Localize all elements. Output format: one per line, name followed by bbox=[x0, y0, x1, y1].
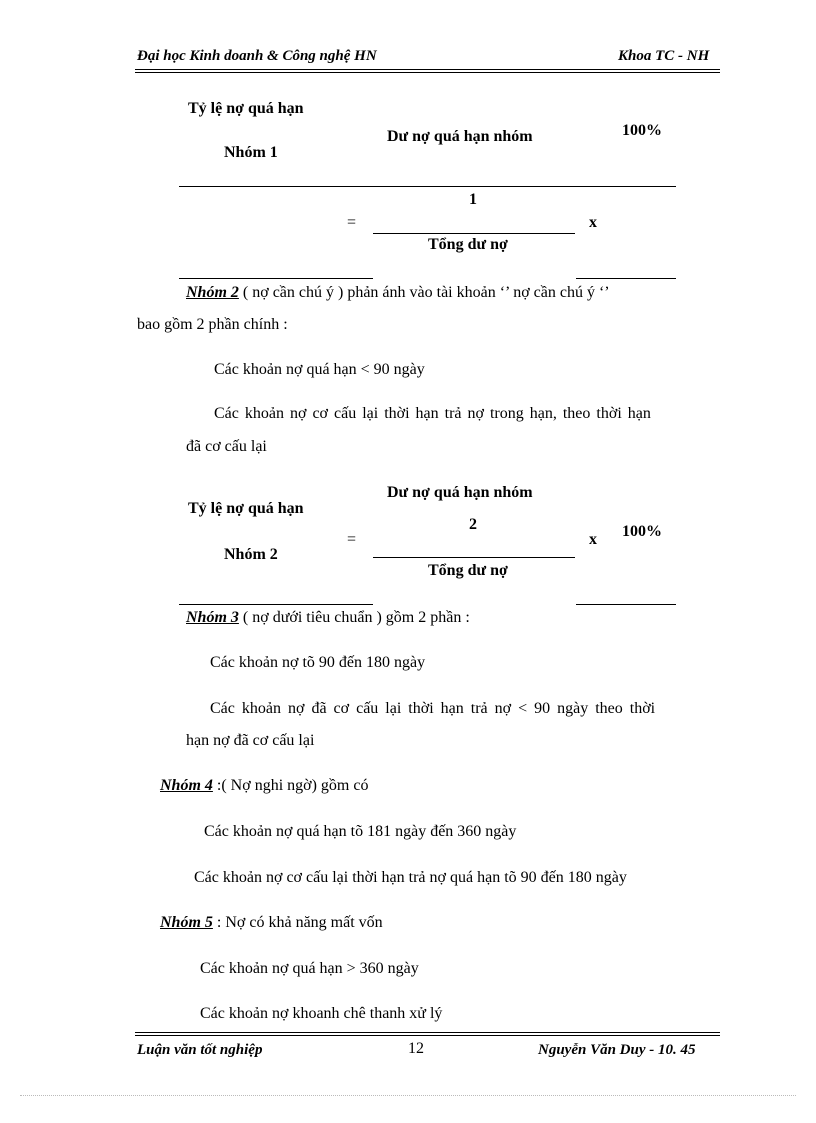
formula1-percent: 100% bbox=[622, 122, 662, 139]
group5-text: : Nợ có khả năng mất vốn bbox=[212, 914, 383, 931]
group5-item2: Các khoản nợ khoanh chê thanh xử lý bbox=[200, 1005, 443, 1022]
group2-item1: Các khoản nợ quá hạn < 90 ngày bbox=[214, 361, 425, 378]
formula1-numerator-group: 1 bbox=[469, 191, 477, 208]
group3-item1: Các khoản nợ tõ 90 đến 180 ngày bbox=[210, 654, 426, 671]
group4-paragraph bbox=[160, 777, 368, 795]
formula2-equals: = bbox=[347, 531, 357, 548]
group2-title: Nhóm 2 bbox=[186, 284, 239, 301]
group3-title: Nhóm 3 bbox=[186, 609, 239, 626]
formula1-label-line1: Tỷ lệ nợ quá hạn bbox=[188, 100, 304, 117]
footer-rule bbox=[135, 1032, 720, 1036]
header-right: Khoa TC - NH bbox=[618, 48, 710, 64]
group2-item2-line2: đã cơ cấu lại bbox=[186, 438, 267, 455]
formula1-long-rule bbox=[179, 186, 676, 187]
page-number: 12 bbox=[408, 1040, 424, 1057]
formula1-times: x bbox=[589, 214, 597, 231]
formula2-numerator-group: 2 bbox=[469, 516, 477, 533]
formula1-numerator: Dư nợ quá hạn nhóm bbox=[387, 128, 533, 145]
footer-right: Nguyễn Văn Duy - 10. 45 bbox=[538, 1042, 696, 1058]
group4-item1: Các khoản nợ quá hạn tõ 181 ngày đến 360 ngày bbox=[204, 823, 517, 840]
group5-item1: Các khoản nợ quá hạn > 360 ngày bbox=[200, 960, 419, 977]
formula1-rule-right bbox=[576, 278, 676, 279]
header-rule bbox=[135, 69, 720, 73]
group4-text: :( Nợ nghi ngờ) gồm có bbox=[212, 777, 369, 794]
group5-title: Nhóm 5 bbox=[160, 914, 213, 931]
formula2-percent: 100% bbox=[622, 523, 662, 540]
formula2-label-line2: Nhóm 2 bbox=[224, 546, 278, 563]
formula2-label-line1: Tỷ lệ nợ quá hạn bbox=[188, 500, 304, 517]
formula2-rule-left bbox=[179, 604, 373, 605]
page-bottom-dotted-edge bbox=[20, 1095, 796, 1096]
group2-text: ( nợ cần chú ý ) phản ánh vào tài khoản ‘’ nợ cần chú ý ‘’ bbox=[238, 284, 610, 301]
formula1-fraction-bar bbox=[373, 233, 575, 234]
group3-paragraph bbox=[186, 609, 470, 627]
formula1-label-line2: Nhóm 1 bbox=[224, 144, 278, 161]
group2-text-line2: bao gồm 2 phần chính : bbox=[137, 316, 288, 333]
group4-title: Nhóm 4 bbox=[160, 777, 213, 794]
footer-left: Luận văn tốt nghiệp bbox=[137, 1042, 263, 1058]
group3-text: ( nợ dưới tiêu chuẩn ) gồm 2 phần : bbox=[238, 609, 470, 626]
formula2-fraction-bar bbox=[373, 557, 575, 558]
group3-item2-line2: hạn nợ đã cơ cấu lại bbox=[186, 732, 315, 749]
formula1-denominator: Tổng dư nợ bbox=[428, 236, 508, 253]
formula1-equals: = bbox=[347, 214, 357, 231]
group2-item2-line1: Các khoản nợ cơ cấu lại thời hạn trả nợ trong hạn, theo thời hạn bbox=[214, 405, 651, 422]
header-left: Đại học Kinh doanh & Công nghệ HN bbox=[137, 48, 377, 64]
formula2-denominator: Tổng dư nợ bbox=[428, 562, 508, 579]
formula1-rule-left bbox=[179, 278, 373, 279]
group4-item2: Các khoản nợ cơ cấu lại thời hạn trả nợ quá hạn tõ 90 đến 180 ngày bbox=[194, 869, 627, 886]
formula2-rule-right bbox=[576, 604, 676, 605]
group3-item2-line1: Các khoản nợ đã cơ cấu lại thời hạn trả nợ < 90 ngày theo thời bbox=[210, 700, 656, 717]
group5-paragraph bbox=[160, 914, 383, 932]
formula2-numerator: Dư nợ quá hạn nhóm bbox=[387, 484, 533, 501]
group2-paragraph bbox=[186, 284, 610, 302]
formula2-times: x bbox=[589, 531, 597, 548]
